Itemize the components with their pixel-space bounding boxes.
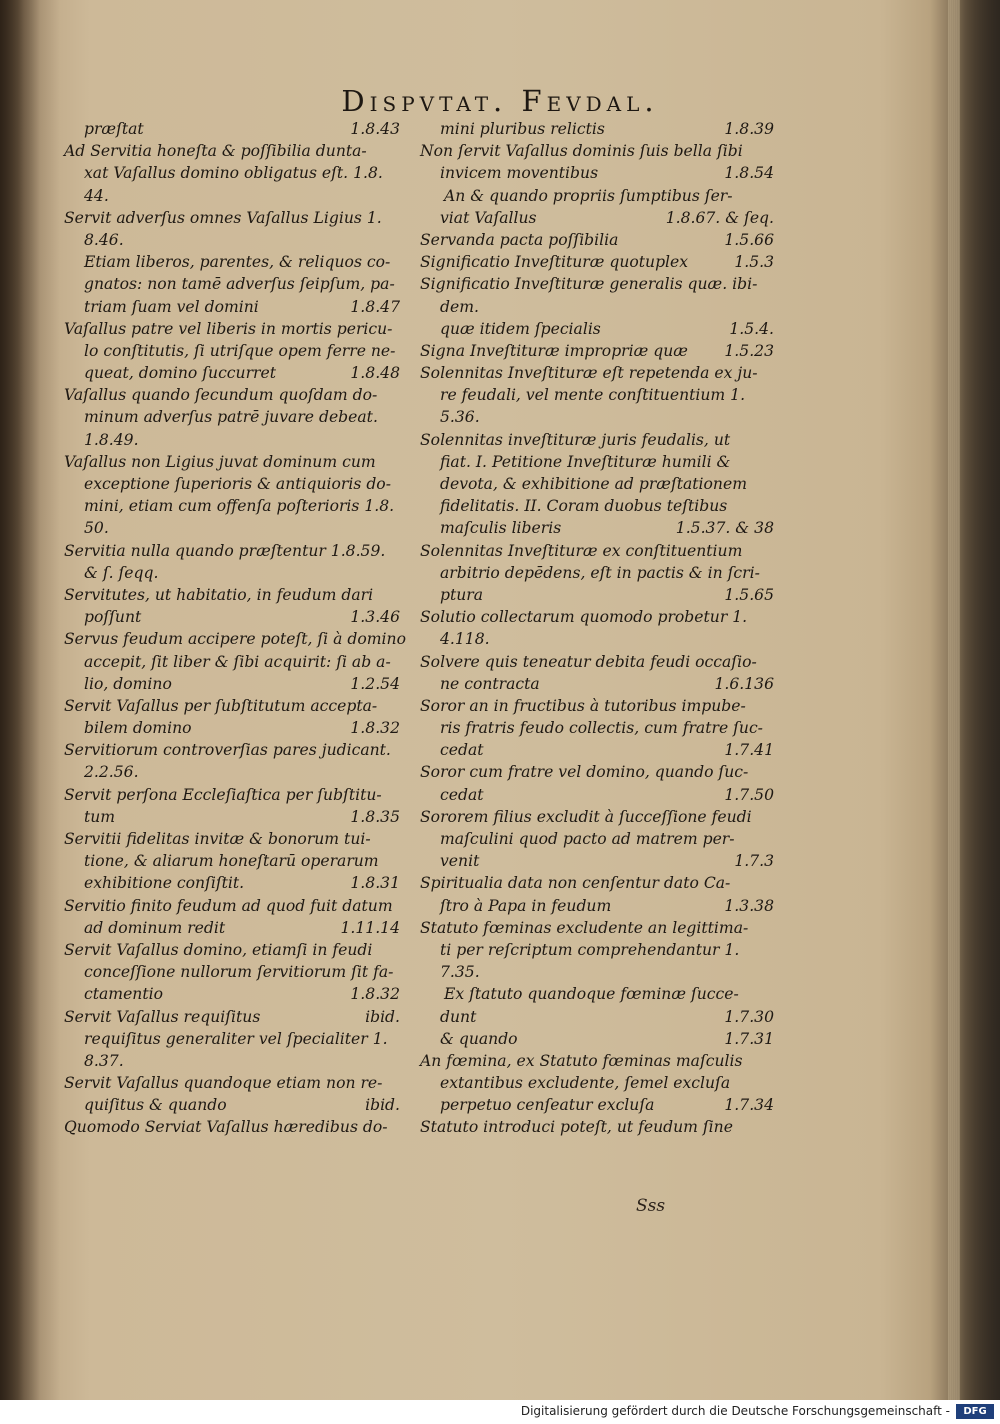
running-header: Dispvtat. Fevdal. bbox=[341, 84, 659, 118]
index-entry-line bbox=[64, 739, 400, 761]
index-entry-reference: 1.7.41 bbox=[724, 741, 774, 760]
dfg-logo: DFG bbox=[956, 1404, 994, 1419]
index-entry-text: Solennitas Inveſtituræ ex conſtituentium bbox=[420, 541, 743, 560]
index-entry-line bbox=[420, 850, 774, 872]
index-entry-line bbox=[420, 562, 774, 584]
index-entry-line bbox=[420, 695, 774, 717]
index-entry-line bbox=[420, 1116, 774, 1138]
index-entry-line bbox=[64, 917, 400, 939]
index-entry-line bbox=[64, 806, 400, 828]
index-entry-text: 44. bbox=[84, 186, 109, 205]
index-entry-reference: 1.8.31 bbox=[350, 874, 400, 893]
index-entry-text: cedat bbox=[440, 785, 484, 804]
index-entry-line bbox=[420, 917, 774, 939]
index-entry-reference: 1.5.23 bbox=[724, 341, 774, 360]
index-entry-reference: 1.8.43 bbox=[350, 120, 400, 138]
index-entry-line bbox=[64, 872, 400, 894]
index-entry-line bbox=[64, 1094, 400, 1116]
index-entry-line bbox=[64, 961, 400, 983]
index-entry-text: Ad Servitia honeſta & poſſibilia dunta- bbox=[64, 142, 367, 161]
index-entry-text: gnatos: non tamē adverſus ſeipſum, pa- bbox=[84, 275, 395, 294]
index-entry-line bbox=[420, 406, 774, 428]
index-entry-text: tione, & aliarum honeſtarū operarum bbox=[84, 852, 379, 871]
index-entry-reference: 1.8.54 bbox=[724, 164, 774, 183]
index-entry-reference: 1.8.67. & ſeq. bbox=[665, 208, 774, 227]
index-entry-line bbox=[420, 296, 774, 318]
index-entry-text: 50. bbox=[84, 519, 109, 538]
index-entry-reference: 1.5.66 bbox=[724, 230, 774, 249]
index-entry-line bbox=[420, 185, 774, 207]
index-entry-line bbox=[420, 384, 774, 406]
index-entry-line bbox=[64, 584, 400, 606]
index-entry-line bbox=[420, 340, 774, 362]
index-entry-line bbox=[420, 429, 774, 451]
index-entry-text: fidelitatis. II. Coram duobus teſtibus bbox=[440, 497, 728, 516]
index-entry-text: Servit adverſus omnes Vaſallus Ligius 1. bbox=[64, 208, 382, 227]
index-entry-reference: 1.8.32 bbox=[350, 985, 400, 1004]
index-entry-line bbox=[64, 784, 400, 806]
index-entry-line bbox=[420, 983, 774, 1005]
index-entry-text: viat Vaſallus bbox=[440, 208, 537, 227]
index-entry-reference: 1.5.4. bbox=[729, 319, 774, 338]
index-entry-line bbox=[64, 939, 400, 961]
index-entry-text: lo conſtitutis, ſi utriſque opem ferre ne- bbox=[84, 341, 396, 360]
index-entry-text: devota, & exhibitione ad præſtationem bbox=[440, 475, 747, 493]
index-entry-text: Servit Vaſallus requiſitus bbox=[64, 1007, 261, 1026]
index-entry-line bbox=[420, 140, 774, 162]
index-entry-text: lio, domino bbox=[84, 674, 172, 693]
index-entry-line bbox=[420, 251, 774, 273]
index-entry-text: ris fratris feudo collectis, cum fratre ſuc- bbox=[440, 719, 763, 738]
index-entry-line bbox=[64, 761, 400, 783]
index-entry-line bbox=[420, 961, 774, 983]
index-entry-line bbox=[420, 1006, 774, 1028]
index-entry-line bbox=[420, 473, 774, 495]
index-entry-line bbox=[420, 451, 774, 473]
footer-credit: Digitalisierung gefördert durch die Deutsche Forschungsgemeinschaft - bbox=[520, 1404, 950, 1418]
index-entry-text: queat, domino ſuccurret bbox=[84, 364, 276, 383]
index-entry-text: extantibus excludente, ſemel excluſa bbox=[440, 1074, 731, 1093]
index-entry-text: ne contracta bbox=[440, 674, 540, 693]
index-entry-line bbox=[64, 406, 400, 428]
index-entry-line bbox=[420, 895, 774, 917]
index-entry-line bbox=[64, 540, 400, 562]
index-entry-line bbox=[420, 673, 774, 695]
index-entry-line bbox=[420, 784, 774, 806]
index-entry-line bbox=[64, 983, 400, 1005]
index-entry-text: ſtro à Papa in feudum bbox=[440, 896, 612, 915]
index-entry-line bbox=[420, 1094, 774, 1116]
index-entry-reference: 1.8.32 bbox=[350, 719, 400, 738]
index-entry-line bbox=[420, 651, 774, 673]
index-entry-text: 2.2.56. bbox=[84, 763, 139, 782]
index-entry-text: Servitii fidelitas invitæ & bonorum tui- bbox=[64, 830, 371, 848]
index-entry-line bbox=[420, 584, 774, 606]
index-entry-reference: 1.7.3 bbox=[734, 852, 774, 871]
index-entry-line bbox=[64, 118, 400, 140]
index-entry-line bbox=[420, 162, 774, 184]
index-entry-line bbox=[64, 296, 400, 318]
index-entry-text: Servit perſona Eccleſiaſtica per ſubſtitu- bbox=[64, 785, 382, 804]
index-entry-line bbox=[64, 384, 400, 406]
index-entry-text: ctamentio bbox=[84, 985, 163, 1004]
index-entry-line bbox=[64, 495, 400, 517]
index-entry-text: Servit Vaſallus per ſubſtitutum accepta- bbox=[64, 696, 378, 715]
index-entry-text: Servit Vaſallus quandoque etiam non re- bbox=[64, 1074, 383, 1093]
index-entry-text: Servitiorum controverſias pares judicant. bbox=[64, 741, 391, 760]
index-entry-line bbox=[64, 207, 400, 229]
index-entry-line bbox=[64, 828, 400, 850]
index-entry-reference: 1.7.30 bbox=[724, 1007, 774, 1026]
index-entry-text: dem. bbox=[440, 297, 479, 316]
index-entry-line bbox=[64, 473, 400, 495]
index-entry-line bbox=[420, 739, 774, 761]
index-entry-reference: 1.3.38 bbox=[724, 896, 774, 915]
index-entry-reference: 1.8.39 bbox=[724, 120, 774, 138]
index-entry-reference: 1.8.47 bbox=[350, 297, 400, 316]
index-entry-reference: 1.8.48 bbox=[350, 364, 400, 383]
index-entry-line bbox=[64, 517, 400, 539]
index-entry-line bbox=[64, 673, 400, 695]
index-entry-line bbox=[64, 717, 400, 739]
index-entry-text: 5.36. bbox=[440, 408, 480, 427]
index-entry-text: Servit Vaſallus domino, etiamſi in feudi bbox=[64, 940, 373, 959]
index-entry-line bbox=[64, 340, 400, 362]
index-entry-text: 1.8.49. bbox=[84, 430, 139, 449]
index-entry-line bbox=[64, 1116, 400, 1138]
index-entry-line bbox=[420, 828, 774, 850]
index-entry-text: quæ itidem ſpecialis bbox=[440, 319, 601, 338]
index-entry-line bbox=[64, 1028, 400, 1050]
index-entry-line bbox=[420, 495, 774, 517]
index-entry-line bbox=[420, 229, 774, 251]
index-entry-line bbox=[64, 451, 400, 473]
index-entry-line bbox=[420, 207, 774, 229]
index-entry-line bbox=[420, 1072, 774, 1094]
index-entry-text: Servitio finito feudum ad quod fuit datum bbox=[64, 896, 393, 915]
index-entry-reference: 1.3.46 bbox=[350, 608, 400, 627]
index-entry-text: poſſunt bbox=[84, 608, 142, 627]
index-entry-text: Soror an in fructibus à tutoribus impube- bbox=[420, 696, 746, 715]
index-entry-text: dunt bbox=[440, 1007, 477, 1026]
index-entry-line bbox=[64, 606, 400, 628]
index-entry-reference: 1.8.35 bbox=[350, 807, 400, 826]
index-entry-line bbox=[64, 850, 400, 872]
index-entry-text: re feudali, vel mente conſtituentium 1. bbox=[440, 386, 746, 405]
index-entry-text: Solvere quis teneatur debita feudi occaſio- bbox=[420, 652, 757, 671]
index-entry-text: Servus feudum accipere poteſt, ſi à domino bbox=[64, 630, 406, 649]
index-entry-text: Solutio collectarum quomodo probetur 1. bbox=[420, 608, 748, 627]
index-entry-text: fiat. I. Petitione Inveſtituræ humili & bbox=[440, 452, 731, 471]
index-entry-line bbox=[64, 651, 400, 673]
index-entry-line bbox=[64, 1072, 400, 1094]
index-entry-text: & quando bbox=[440, 1029, 518, 1048]
index-entry-reference: 1.7.50 bbox=[724, 785, 774, 804]
index-entry-text: Quomodo Serviat Vaſallus hæredibus do- bbox=[64, 1118, 388, 1137]
index-entry-text: præſtat bbox=[84, 120, 144, 138]
index-entry-text: Vaſallus patre vel liberis in mortis pericu- bbox=[64, 319, 393, 338]
index-entry-line bbox=[64, 229, 400, 251]
index-entry-text: venit bbox=[440, 852, 480, 871]
index-entry-text: ad dominum redit bbox=[84, 918, 226, 937]
index-entry-text: xat Vaſallus domino obligatus eſt. 1.8. bbox=[84, 164, 383, 183]
index-entry-reference: 1.7.31 bbox=[724, 1029, 774, 1048]
index-entry-text: minum adverſus patrē juvare debeat. bbox=[84, 408, 378, 427]
index-entry-text: tum bbox=[84, 807, 116, 826]
index-entry-text: 8.46. bbox=[84, 230, 124, 249]
index-entry-reference: 1.6.136 bbox=[714, 674, 774, 693]
index-entry-line bbox=[64, 273, 400, 295]
index-entry-line bbox=[64, 628, 406, 650]
index-entry-text: accepit, ſit liber & ſibi acquirit: ſi ab a- bbox=[84, 652, 391, 671]
index-entry-text: Significatio Inveſtituræ quotuplex bbox=[420, 253, 689, 272]
index-entry-text: mini, etiam cum offenſa poſterioris 1.8. bbox=[84, 497, 395, 516]
index-entry-reference: 1.5.65 bbox=[724, 585, 774, 604]
index-entry-line bbox=[64, 162, 400, 184]
index-entry-text: Servitutes, ut habitatio, in feudum dari bbox=[64, 585, 374, 604]
index-entry-line bbox=[64, 429, 400, 451]
index-entry-text: arbitrio depēdens, eſt in pactis & in ſcri- bbox=[440, 563, 760, 582]
index-entry-text: mini pluribus relictis bbox=[440, 120, 605, 138]
index-entry-text: Solennitas inveſtituræ juris feudalis, ut bbox=[420, 430, 731, 449]
index-entry-reference: 1.5.37. & 38 bbox=[675, 519, 774, 538]
left-index-column bbox=[64, 118, 406, 1139]
index-entry-line bbox=[64, 318, 400, 340]
index-entry-line bbox=[420, 761, 774, 783]
right-index-column bbox=[420, 118, 774, 1139]
index-entry-text: ti per reſcriptum comprehendantur 1. bbox=[440, 940, 740, 959]
index-entry-text: 8.37. bbox=[84, 1051, 124, 1070]
index-entry-line bbox=[420, 1028, 774, 1050]
index-entry-line bbox=[420, 872, 774, 894]
index-entry-text: Etiam liberos, parentes, & reliquos co- bbox=[84, 253, 391, 272]
index-entry-line bbox=[420, 939, 774, 961]
index-entry-line bbox=[64, 895, 400, 917]
index-entry-text: exceptione ſuperioris & antiquioris do- bbox=[84, 475, 391, 493]
index-entry-text: requiſitus generaliter vel ſpecialiter 1. bbox=[84, 1029, 388, 1048]
index-entry-text: Solennitas Inveſtituræ eſt repetenda ex ju- bbox=[420, 364, 758, 383]
index-entry-text: Servanda pacta poſſibilia bbox=[420, 230, 619, 249]
index-entry-line bbox=[420, 540, 774, 562]
index-entry-line bbox=[420, 1050, 774, 1072]
index-entry-line bbox=[64, 185, 400, 207]
index-entry-line bbox=[420, 273, 774, 295]
index-entry-text: Spiritualia data non cenſentur dato Ca- bbox=[420, 874, 731, 893]
index-entry-text: bilem domino bbox=[84, 719, 192, 738]
index-entry-reference: ibid. bbox=[365, 1007, 400, 1026]
index-entry-line bbox=[420, 628, 774, 650]
index-entry-text: maſculini quod pacto ad matrem per- bbox=[440, 830, 735, 848]
index-entry-line bbox=[64, 695, 400, 717]
index-entry-line bbox=[420, 118, 774, 140]
index-entry-line bbox=[420, 318, 774, 340]
index-entry-text: Non ſervit Vaſallus dominis ſuis bella ſibi bbox=[420, 142, 743, 161]
index-entry-text: 4.118. bbox=[440, 630, 490, 649]
index-entry-text: Vaſallus quando ſecundum quoſdam do- bbox=[64, 386, 378, 405]
digitization-footer bbox=[0, 1400, 1000, 1424]
index-entry-text: Signa Inveſtituræ impropriæ quæ bbox=[420, 341, 688, 360]
index-entry-line bbox=[64, 1050, 400, 1072]
index-entry-line bbox=[420, 606, 774, 628]
binding-gutter bbox=[0, 0, 60, 1400]
index-entry-text: Statuto fœminas excludente an legittima- bbox=[420, 918, 749, 937]
index-entry-text: An fœmina, ex Statuto fœminas maſculis bbox=[420, 1051, 743, 1070]
index-entry-text: invicem moventibus bbox=[440, 164, 599, 183]
index-entry-text: maſculis liberis bbox=[440, 519, 562, 538]
index-entry-text: ptura bbox=[440, 585, 484, 604]
index-entry-line bbox=[64, 1006, 400, 1028]
index-entry-text: Ex ſtatuto quandoque fœminæ ſucce- bbox=[444, 985, 739, 1004]
index-entry-text: Soror cum fratre vel domino, quando ſuc- bbox=[420, 763, 749, 782]
index-entry-line bbox=[420, 362, 774, 384]
index-entry-text: Vaſallus non Ligius juvat dominum cum bbox=[64, 452, 376, 471]
index-entry-line bbox=[420, 717, 774, 739]
index-entry-line bbox=[420, 806, 774, 828]
signature-mark: Sss bbox=[636, 1196, 666, 1216]
index-entry-text: Statuto introduci poteſt, ut feudum ſine bbox=[420, 1118, 733, 1137]
index-entry-reference: 1.2.54 bbox=[350, 674, 400, 693]
index-entry-text: exhibitione conſiſtit. bbox=[84, 874, 245, 893]
index-entry-reference: ibid. bbox=[365, 1096, 400, 1115]
index-entry-line bbox=[64, 362, 400, 384]
index-entry-text: An & quando propriis ſumptibus ſer- bbox=[444, 186, 733, 205]
index-entry-reference: 1.7.34 bbox=[724, 1096, 774, 1115]
index-entry-text: triam ſuam vel domini bbox=[84, 297, 259, 316]
index-entry-reference: 1.11.14 bbox=[340, 918, 400, 937]
index-entry-text: conceſſione nullorum ſervitiorum ſit fa- bbox=[84, 963, 394, 982]
index-entry-text: cedat bbox=[440, 741, 484, 760]
index-entry-text: Servitia nulla quando præſtentur 1.8.59. bbox=[64, 541, 386, 560]
index-entry-text: & ſ. ſeqq. bbox=[84, 563, 159, 582]
index-entry-text: quiſitus & quando bbox=[84, 1096, 227, 1115]
index-entry-text: 7.35. bbox=[440, 963, 480, 982]
index-entry-text: perpetuo cenſeatur excluſa bbox=[440, 1096, 655, 1115]
index-entry-line bbox=[64, 251, 400, 273]
index-entry-line bbox=[420, 517, 774, 539]
index-entry-reference: 1.5.3 bbox=[734, 253, 774, 272]
index-entry-text: Significatio Inveſtituræ generalis quæ. ibi- bbox=[420, 275, 758, 294]
index-entry-text: Sororem filius excludit à ſucceſſione feudi bbox=[420, 807, 752, 826]
index-entry-line bbox=[64, 562, 400, 584]
book-right-edge bbox=[958, 0, 1000, 1400]
index-entry-line bbox=[64, 140, 400, 162]
